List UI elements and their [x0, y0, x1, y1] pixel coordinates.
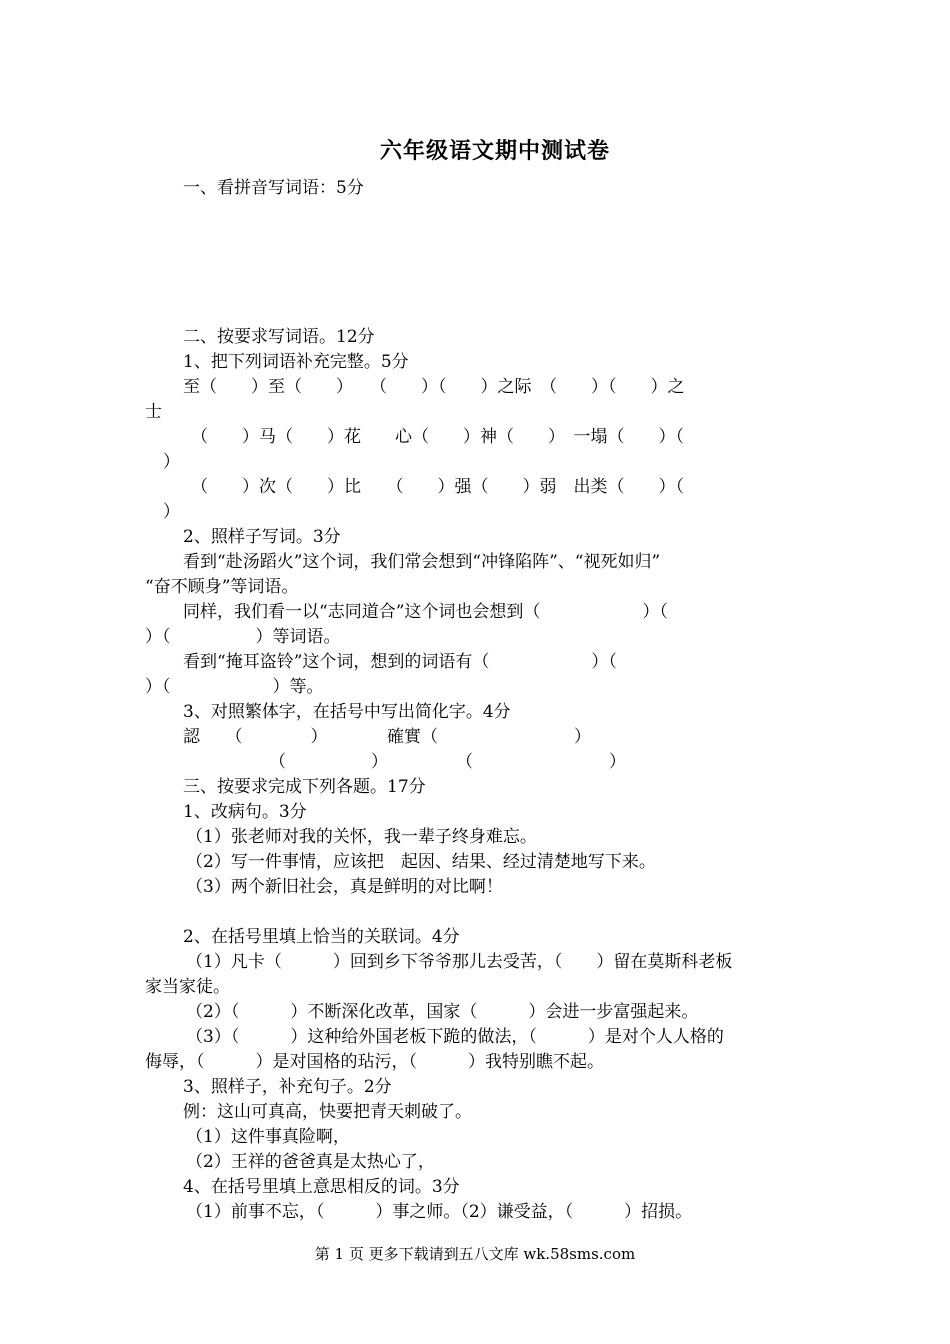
question-3-3: 3、照样子，补充句子。2分 [183, 1077, 392, 1097]
question-3-2: 2、在括号里填上恰当的关联词。4分 [183, 927, 460, 947]
text-line: （3）（ ）这种给外国老板下跪的做法，（ ）是对个人人格的 [186, 1027, 724, 1047]
text-line: （1）这件事真险啊， [186, 1127, 350, 1147]
text-line: 看到“赴汤蹈火”这个词，我们常会想到“冲锋陷阵”、“视死如归” [183, 552, 661, 572]
text-line: （ ） （ ） [269, 752, 626, 772]
page-title: 六年级语文期中测试卷 [379, 138, 610, 164]
question-2-2: 2、照样子写词。3分 [183, 527, 341, 547]
text-line: （2）王祥的爸爸真是太热心了， [186, 1152, 435, 1172]
text-line: （1）前事不忘，（ ）事之师。（2）谦受益，（ ）招损。 [186, 1202, 693, 1222]
text-line: （1）凡卡（ ）回到乡下爷爷那儿去受苦，（ ）留在莫斯科老板 [186, 952, 733, 972]
section-1-heading: 一、看拼音写词语：5分 [183, 178, 364, 198]
text-line: （ ）次（ ）比 （ ）强（ ）弱 出类（ ）（ [191, 477, 684, 497]
text-line: ） [163, 502, 180, 522]
text-line: 認 （ ） 確實（ ） [183, 727, 591, 747]
text-line: （2）写一件事情，应该把 起因、结果、经过清楚地写下来。 [186, 852, 656, 872]
text-line: （1）张老师对我的关怀，我一辈子终身难忘。 [186, 827, 537, 847]
text-line: （ ）马（ ）花 心（ ）神（ ） 一塌（ ）（ [191, 427, 684, 447]
text-line: 至（ ）至（ ） （ ）（ ）之际 （ ）（ ）之 [183, 377, 685, 397]
text-line: ）（ ）等词语。 [145, 627, 341, 647]
text-line: 侮辱，（ ）是对国格的玷污，（ ）我特别瞧不起。 [145, 1052, 604, 1072]
text-line: 士 [145, 402, 162, 422]
text-line: “奋不顾身”等词语。 [145, 577, 299, 597]
question-2-1: 1、把下列词语补充完整。5分 [183, 352, 409, 372]
text-line: ）（ ）等。 [145, 677, 324, 697]
text-line: （2）（ ）不断深化改革，国家（ ）会进一步富强起来。 [186, 1002, 699, 1022]
page-footer: 第 1 页 更多下载请到五八文库 wk.58sms.com [314, 1245, 636, 1263]
question-3-4: 4、在括号里填上意思相反的词。3分 [183, 1177, 460, 1197]
text-line: 看到“掩耳盗铃”这个词，想到的词语有（ ）（ [183, 652, 617, 672]
text-line: 例：这山可真高，快要把青天刺破了。 [183, 1102, 472, 1122]
question-3-1: 1、改病句。3分 [183, 802, 307, 822]
text-line: 同样，我们看一以“志同道合”这个词也会想到（ ）（ [183, 602, 668, 622]
question-2-3: 3、对照繁体字，在括号中写出简化字。4分 [183, 702, 511, 722]
text-line: （3）两个新旧社会，真是鲜明的对比啊！ [186, 877, 503, 897]
text-line: ） [163, 452, 180, 472]
text-line: 家当家徒。 [145, 977, 230, 997]
section-2-heading: 二、按要求写词语。12分 [183, 327, 375, 347]
section-3-heading: 三、按要求完成下列各题。17分 [183, 777, 426, 797]
